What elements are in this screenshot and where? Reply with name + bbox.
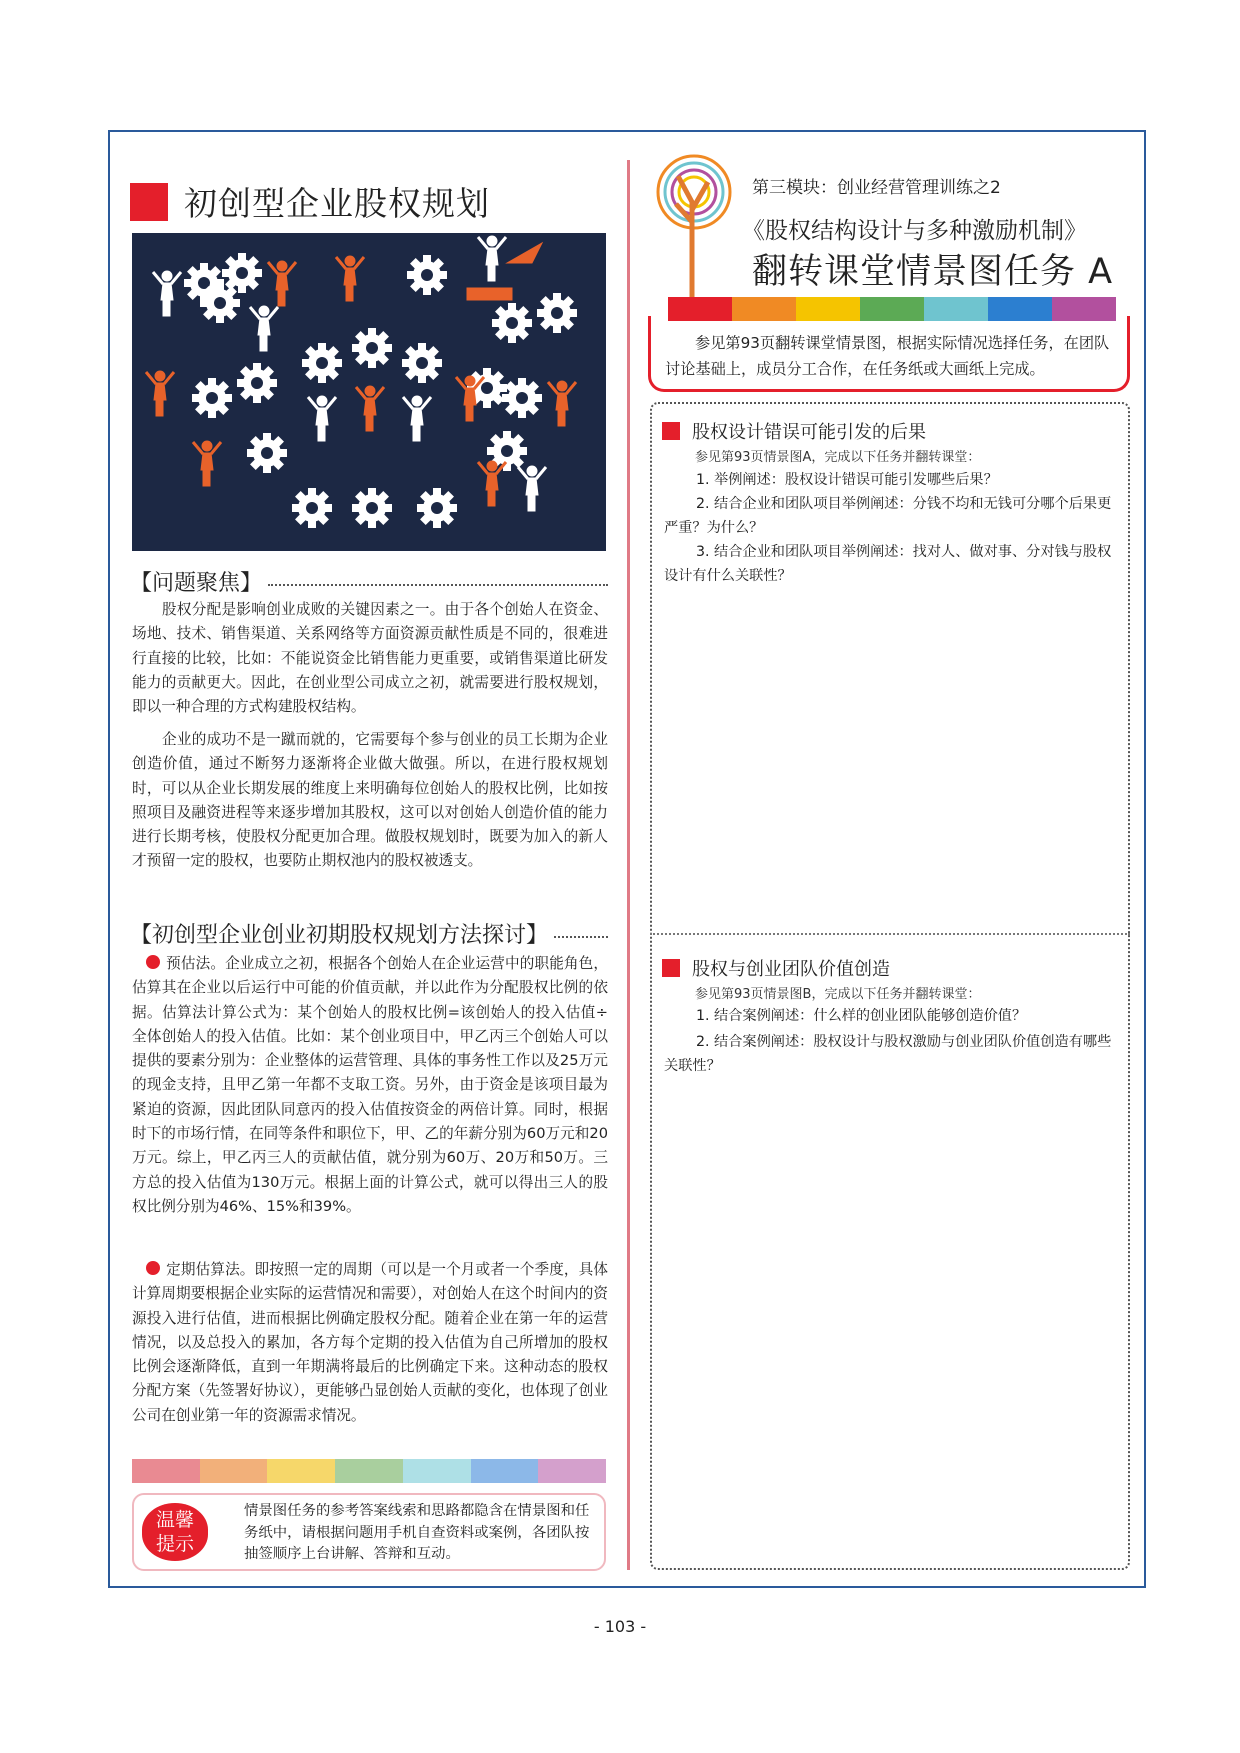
rainbow-bar-left bbox=[132, 1459, 606, 1483]
task-title: 翻转课堂情景图任务 A bbox=[752, 252, 1114, 292]
task1-item-1: 1. 举例阐述：股权设计错误可能引发哪些后果？ bbox=[696, 472, 998, 488]
task1-title: 股权设计错误可能引发的后果 bbox=[692, 422, 926, 443]
tree-logo-icon bbox=[654, 152, 734, 302]
instruction-box bbox=[648, 316, 1130, 392]
task1-intro: 参见第93页情景图A，完成以下任务并翻转课堂： bbox=[695, 450, 981, 465]
task2-item-1: 1. 结合案例阐述：什么样的创业团队能够创造价值？ bbox=[696, 1008, 1027, 1024]
section-title: 初创型企业股权规划 bbox=[184, 184, 490, 223]
tip-box bbox=[132, 1493, 606, 1571]
focus-paragraph-2: 企业的成功不是一蹴而就的，它需要每个参与创业的员工长期为企业创造价值，通过不断努力逐渐将企业做大做强。所以，在进行股权规划时，可以从企业长期发展的维度上来明确每位创始人的股权比例，比如按照项目及融资进程等来逐步增加其股权，这可以对创始人创造价值的能力进行长期考核，使股权分配更加合理。做股权规划时，既要为加入的新人才预留一定的股权，也要防止期权池内的股权被透支。 bbox=[132, 731, 608, 870]
method-item-1-text: 预估法。企业成立之初，根据各个创始人在企业运营中的职能角色，估算其在企业以后运行中可能的价值贡献，并以此作为分配股权比例的依据。估算法计算公式为：某个创始人的股权比例=该创始人的投入估值÷全体创始人的投入估值。比如：某个创业项目中，甲乙丙三个创始人可以提供的要素分别为：企业整体的运营管理、具体的事务性工作以及25万元的现金支持，且甲乙第一年都不支取工资。另外，由于资金是该项目最为紧迫的资源，因此团队同意丙的投入估值按资金的两倍计算。同时，根据时下的市场行情，在同等条件和职位下，甲、乙的年薪分别为60万元和20万元。综上，甲乙丙三人的贡献估值，就分别为60万、20万和50万。三方总的投入估值为130万元。根据上面的计算公式，就可以得出三人的股权比例分别为46%、15%和39%。 bbox=[132, 955, 608, 1215]
focus-paragraph-1: 股权分配是影响创业成败的关键因素之一。由于各个创始人在资金、场地、技术、销售渠道、关系网络等方面资源贡献性质是不同的，很难进行直接的比较，比如：不能说资金比销售能力更重要，或销售渠道比研发能力的贡献更大。因此，在创业型公司成立之初，就需要进行股权规划，即以一种合理的方式构建股权结构。 bbox=[132, 601, 608, 716]
task2-item-2: 2. 结合案例阐述：股权设计与股权激励与创业团队价值创造有哪些关联性？ bbox=[664, 1034, 1112, 1074]
task1-heading bbox=[662, 418, 926, 444]
title-square-icon bbox=[130, 183, 168, 221]
task1-item-3: 3. 结合企业和团队项目举例阐述：找对人、做对事、分对钱与股权设计有什么关联性？ bbox=[664, 544, 1112, 584]
instruction-text: 参见第93页翻转课堂情景图，根据实际情况选择任务，在团队讨论基础上，成员分工合作，在任务纸或大画纸上完成。 bbox=[665, 334, 1110, 378]
heading-dots bbox=[554, 936, 608, 938]
methods-heading-text: 【初创型企业创业初期股权规划方法探讨】 bbox=[130, 923, 549, 948]
method-item-1 bbox=[132, 952, 608, 1219]
course-subtitle: 《股权结构设计与多种激励机制》 bbox=[742, 218, 1087, 244]
bullet-icon bbox=[146, 955, 160, 969]
method-item-2 bbox=[132, 1258, 608, 1428]
task1-square-icon bbox=[662, 422, 680, 440]
tip-badge bbox=[142, 1503, 208, 1561]
heading-dots bbox=[268, 584, 608, 586]
section-title-row bbox=[130, 178, 490, 225]
tip-badge-line2: 提示 bbox=[155, 1533, 194, 1555]
module-label: 第三模块：创业经营管理训练之2 bbox=[752, 178, 1001, 198]
gears-people-illustration bbox=[132, 233, 606, 551]
focus-heading bbox=[130, 566, 608, 597]
column-divider bbox=[627, 160, 630, 1570]
task2-heading bbox=[662, 955, 890, 981]
hero-illustration bbox=[132, 233, 606, 551]
method-item-2-text: 定期估算法。即按照一定的周期（可以是一个月或者一个季度，具体计算周期要根据企业实际的运营情况和需要），对创始人在这个时间内的资源投入进行估值，进而根据比例确定股权分配。随着企业在第一年的运营情况，以及总投入的累加，各方每个定期的投入估值为自己所增加的股权比例会逐渐降低，直到一年期满将最后的比例确定下来。这种动态的股权分配方案（先签署好协议），更能够凸显创始人贡献的变化，也体现了创业公司在创业第一年的资源需求情况。 bbox=[132, 1261, 608, 1424]
tip-text: 情景图任务的参考答案线索和思路都隐含在情景图和任务纸中，请根据问题用手机自查资料或案例，各团队按抽签顺序上台讲解、答辩和互动。 bbox=[244, 1503, 590, 1562]
task-separator bbox=[650, 933, 1130, 935]
methods-heading bbox=[130, 918, 608, 949]
task1-item-2: 2. 结合企业和团队项目举例阐述：分钱不均和无钱可分哪个后果更严重？为什么？ bbox=[664, 496, 1112, 536]
task2-title: 股权与创业团队价值创造 bbox=[692, 959, 890, 980]
task2-square-icon bbox=[662, 959, 680, 977]
focus-heading-text: 【问题聚焦】 bbox=[130, 571, 263, 596]
task2-intro: 参见第93页情景图B，完成以下任务并翻转课堂： bbox=[695, 987, 981, 1002]
bullet-icon bbox=[146, 1261, 160, 1275]
tip-badge-line1: 温馨 bbox=[155, 1509, 194, 1531]
page-number: - 103 - bbox=[593, 1617, 647, 1636]
